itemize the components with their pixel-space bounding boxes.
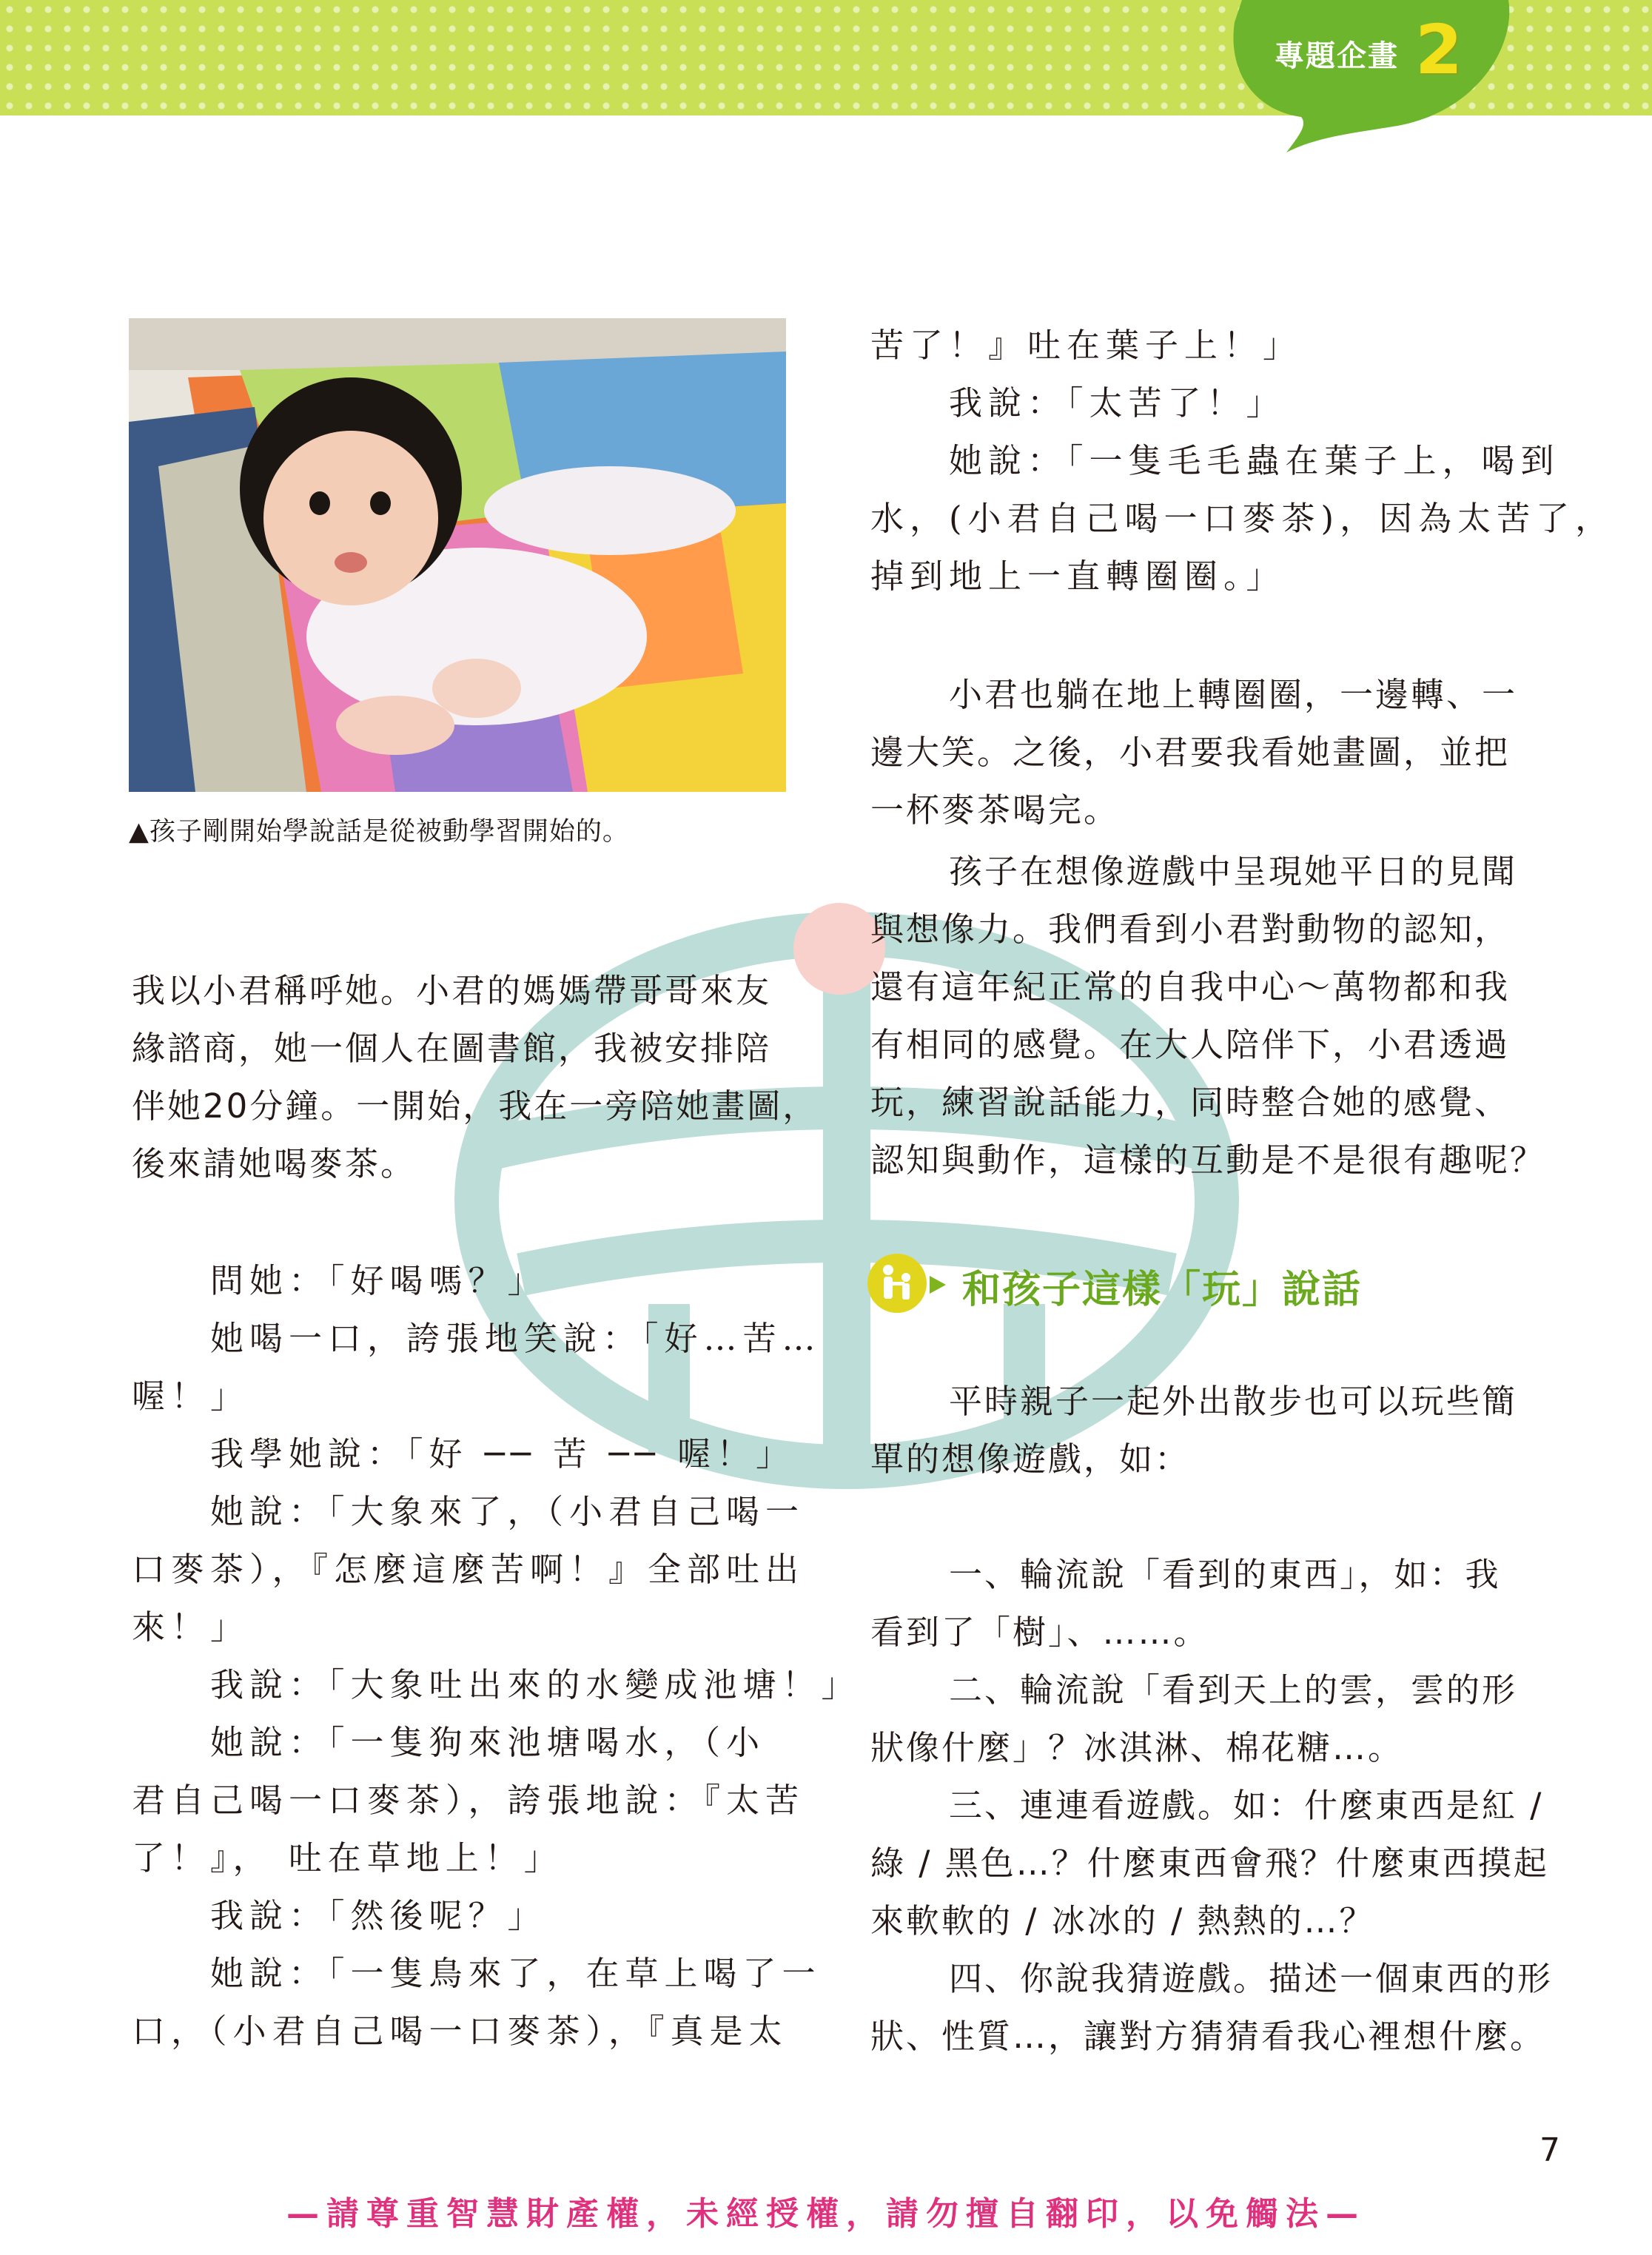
paragraph-analysis — [870, 843, 1545, 1189]
text-line: 她喝一口，誇張地笑說：「好…苦… — [210, 1319, 822, 1358]
text-line: 小君也躺在地上轉圈圈，一邊轉、一 — [949, 675, 1518, 714]
text-line: 後來請她喝麥茶。 — [132, 1144, 417, 1183]
text-line: 還有這年紀正常的自我中心～萬物都和我 — [870, 967, 1511, 1006]
list-item: 狀像什麼」？冰淇淋、棉花糖…。 — [870, 1728, 1404, 1767]
paragraph-after-play — [870, 666, 1517, 839]
dialogue-left — [132, 1252, 861, 2060]
text-line: 一杯麥茶喝完。 — [870, 790, 1120, 830]
text-line: 口，（小君自己喝一口麥茶），『真是太 — [132, 2012, 788, 2051]
list-item: 看到了「樹」、……。 — [870, 1613, 1209, 1652]
text-line: 掉到地上一直轉圈圈。」 — [870, 557, 1286, 596]
text-line: 君自己喝一口麥茶），誇張地說：『太苦 — [132, 1781, 805, 1820]
games-list — [870, 1546, 1553, 2066]
text-line: 苦了！』吐在葉子上！」 — [870, 326, 1303, 365]
list-item: 綠 / 黑色…？什麼東西會飛？什麼東西摸起 — [870, 1844, 1549, 1883]
list-item: 來軟軟的 / 冰冰的 / 熱熱的…？ — [870, 1901, 1375, 1940]
text-line: 有相同的感覺。在大人陪伴下，小君透過 — [870, 1025, 1511, 1064]
heading-arrow-icon — [930, 1276, 946, 1294]
intro-paragraph — [132, 962, 818, 1193]
list-item: 狀、性質…，讓對方猜猜看我心裡想什麼。 — [870, 2017, 1546, 2056]
text-line: 她說：「大象來了，（小君自己喝一 — [210, 1492, 805, 1531]
text-line: 孩子在想像遊戲中呈現她平日的見聞 — [949, 852, 1518, 891]
text-line: 與想像力。我們看到小君對動物的認知， — [870, 910, 1511, 949]
text-line: 她說：「一隻鳥來了，在草上喝了一 — [210, 1954, 822, 1993]
paragraph-intro-games — [870, 1373, 1517, 1488]
text-line: 我說：「太苦了！」 — [949, 383, 1286, 423]
text-line: 邊大笑。之後，小君要我看她畫圖，並把 — [870, 733, 1511, 772]
text-line: 水，(小君自己喝一口麥茶)，因為太苦了， — [870, 499, 1615, 538]
list-item: 一、輪流說「看到的東西」，如：我 — [949, 1555, 1501, 1594]
text-line: 她說：「一隻毛毛蟲在葉子上，喝到 — [949, 441, 1560, 480]
text-line: 了！』， 吐在草地上！」 — [132, 1838, 563, 1878]
series-label: 專題企畫 — [1275, 39, 1399, 73]
text-line: 伴她20分鐘。一開始，我在一旁陪她畫圖， — [132, 1086, 819, 1126]
list-item: 二、輪流說「看到天上的雲，雲的形 — [949, 1670, 1518, 1710]
text-line: 緣諮商，她一個人在圖書館，我被安排陪 — [132, 1029, 772, 1068]
list-item: 三、連連看遊戲。如：什麼東西是紅 / — [949, 1786, 1544, 1825]
text-line: 平時親子一起外出散步也可以玩些簡 — [949, 1382, 1518, 1421]
text-line: 玩，練習說話能力，同時整合她的感覺、 — [870, 1083, 1511, 1122]
baby-photo — [129, 318, 786, 792]
text-line: 她說：「一隻狗來池塘喝水，（小 — [210, 1723, 766, 1762]
text-line: 我學她說：「好 ── 苦 ── 喔！」 — [210, 1434, 796, 1473]
text-line: 口麥茶），『怎麼這麼苦啊！』全部吐出 — [132, 1550, 805, 1589]
photo-caption: ▲孩子剛開始學說話是從被動學習開始的。 — [129, 817, 629, 847]
text-line: 喔！」 — [132, 1377, 250, 1416]
parent-child-icon — [866, 1252, 928, 1314]
copyright-notice: —請尊重智慧財產權，未經授權，請勿擅自翻印，以免觸法— — [286, 2195, 1366, 2233]
text-line: 我說：「大象吐出來的水變成池塘！」 — [210, 1665, 861, 1704]
text-line: 單的想像遊戲，如： — [870, 1439, 1191, 1479]
text-line: 認知與動作，這樣的互動是不是很有趣呢？ — [870, 1140, 1546, 1180]
page-number: 7 — [1539, 2131, 1560, 2169]
series-number: 2 — [1415, 10, 1463, 90]
series-tab-shape — [1212, 0, 1514, 152]
section-heading-text: 和孩子這樣「玩」說話 — [962, 1268, 1363, 1312]
text-line: 我說：「然後呢？」 — [210, 1896, 547, 1935]
text-line: 我以小君稱呼她。小君的媽媽帶哥哥來友 — [132, 971, 772, 1010]
text-line: 來！」 — [132, 1607, 250, 1647]
dialogue-right — [870, 317, 1614, 605]
text-line: 問她：「好喝嗎？」 — [210, 1261, 547, 1300]
list-item: 四、你說我猜遊戲。描述一個東西的形 — [949, 1959, 1554, 1998]
